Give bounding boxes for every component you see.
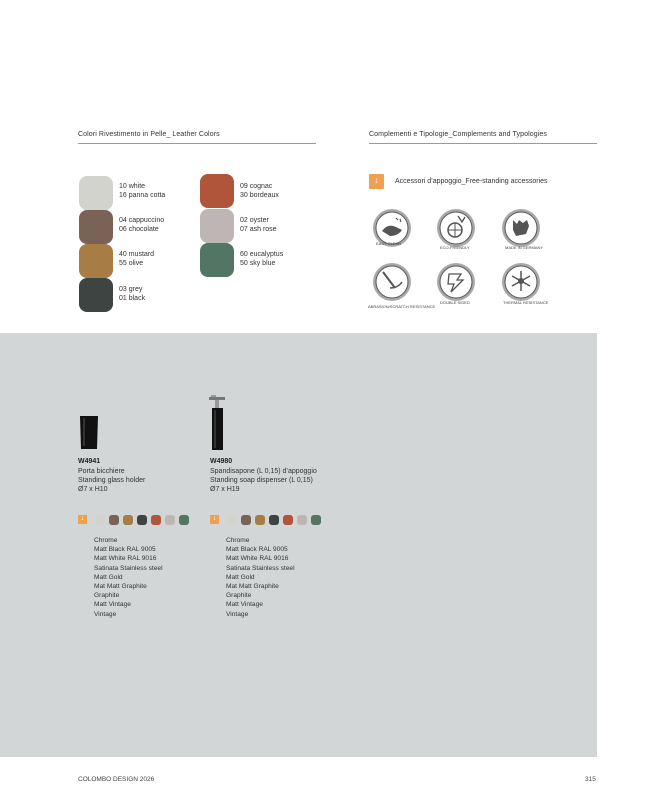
leather-title-rule: [78, 143, 316, 144]
swatch-label: 06 chocolate: [119, 226, 159, 233]
finish-item: Graphite: [226, 592, 252, 600]
color-dot: [255, 515, 265, 525]
eco-friendly-icon: [434, 206, 478, 250]
finish-item: Graphite: [94, 592, 120, 600]
glass-holder-image: [78, 415, 100, 451]
swatch-label: 02 oyster: [240, 217, 269, 224]
finish-item: Chrome: [94, 537, 118, 544]
swatch-label: 16 panna cotta: [119, 192, 166, 199]
swatch-color: [79, 278, 113, 312]
abrasion-scratch-icon: [370, 260, 414, 304]
page-number: 315: [585, 776, 596, 783]
product-name-it: Porta bicchiere: [78, 468, 125, 475]
finish-item: Vintage: [94, 610, 117, 618]
color-dot: [283, 515, 293, 525]
finish-item: Matt Vintage: [226, 601, 263, 609]
swatch-label: 01 black: [119, 295, 146, 302]
soap-dispenser-image: [203, 394, 233, 452]
finishes-list: [226, 536, 295, 619]
swatch-color: [200, 209, 234, 243]
download-icon[interactable]: ↓: [210, 515, 219, 524]
swatch-label: 40 mustard: [119, 251, 155, 258]
made-in-germany-icon: [499, 206, 543, 250]
color-dot: [137, 515, 147, 525]
finish-item: Mat Matt Graphite: [94, 583, 147, 591]
color-dot: [179, 515, 189, 525]
finish-item: Chrome: [226, 537, 250, 544]
complements-section-title: Complementi e Tipologie_Complements and Typologies: [369, 131, 548, 138]
finish-item: Vintage: [226, 610, 249, 618]
finish-item: Satinata Stainless steel: [226, 564, 295, 572]
finish-item: Matt Black RAL 9005: [226, 546, 288, 554]
color-dot: [151, 515, 161, 525]
swatch-label: 10 white: [119, 183, 146, 190]
product-code: W4941: [78, 458, 101, 465]
color-dot: [311, 515, 321, 525]
swatch-color: [79, 244, 113, 278]
color-dot: [269, 515, 279, 525]
product-panel: [0, 333, 597, 757]
swatch-label: 04 cappuccino: [119, 217, 165, 224]
badge-label: ECO-FRIENDLY: [440, 245, 470, 250]
product-code: W4980: [210, 458, 233, 465]
swatch-color: [200, 243, 234, 277]
swatch-label: 30 bordeaux: [240, 192, 279, 199]
swatch-label: 60 eucalyptus: [240, 251, 284, 258]
product-size: Ø7 x H19: [210, 486, 240, 493]
finishes-list: [94, 536, 163, 619]
badge-label: THERMAL RESISTANCE: [503, 300, 549, 305]
thermal-resistance-icon: [499, 260, 543, 304]
finish-item: Matt Vintage: [94, 601, 131, 609]
product-name-it: Spandisapone (L 0,15) d’appoggio: [210, 468, 317, 475]
color-dot: [227, 515, 237, 525]
swatch-color: [79, 210, 113, 244]
badge-label: DOUBLE SIDED: [440, 300, 470, 305]
swatch-label: 09 cognac: [240, 183, 273, 190]
swatch-label: 03 grey: [119, 286, 143, 293]
finish-item: Matt White RAL 9016: [226, 555, 289, 563]
swatch-label: 07 ash rose: [240, 226, 277, 233]
swatch-label: 55 olive: [119, 260, 144, 267]
color-dot: [297, 515, 307, 525]
color-dot: [165, 515, 175, 525]
color-dot: [123, 515, 133, 525]
swatch-label: 50 sky blue: [240, 260, 276, 267]
color-dot: [109, 515, 119, 525]
finish-item: Matt White RAL 9016: [94, 555, 157, 563]
complements-title-rule: [369, 143, 597, 144]
finish-item: Matt Black RAL 9005: [94, 546, 156, 554]
accessories-label: Accessori d’appoggio_Free-standing accessories: [395, 178, 548, 185]
leather-section-title: Colori Rivestimento in Pelle_ Leather Colors: [78, 131, 220, 138]
swatch-color: [79, 176, 113, 210]
product-name-en: Standing soap dispenser (L 0,15): [210, 477, 313, 484]
download-icon[interactable]: ↓: [78, 515, 87, 524]
finish-item: Matt Gold: [94, 573, 123, 581]
finish-item: Mat Matt Graphite: [226, 583, 279, 591]
download-icon[interactable]: ↓: [369, 174, 384, 189]
badge-label: ABRASION/SCRATCH RESISTANCE: [368, 304, 436, 309]
swatch-color: [200, 174, 234, 208]
badge-label: EASY CLEAN: [376, 241, 402, 246]
product-size: Ø7 x H10: [78, 486, 108, 493]
finish-item: Satinata Stainless steel: [94, 564, 163, 572]
badge-label: MADE IN GERMANY: [505, 245, 544, 250]
color-dot: [241, 515, 251, 525]
footer-brand: COLOMBO DESIGN 2026: [78, 776, 155, 783]
finish-item: Matt Gold: [226, 573, 255, 581]
color-dot: [95, 515, 105, 525]
product-name-en: Standing glass holder: [78, 477, 146, 484]
durable-icon: [434, 260, 478, 304]
